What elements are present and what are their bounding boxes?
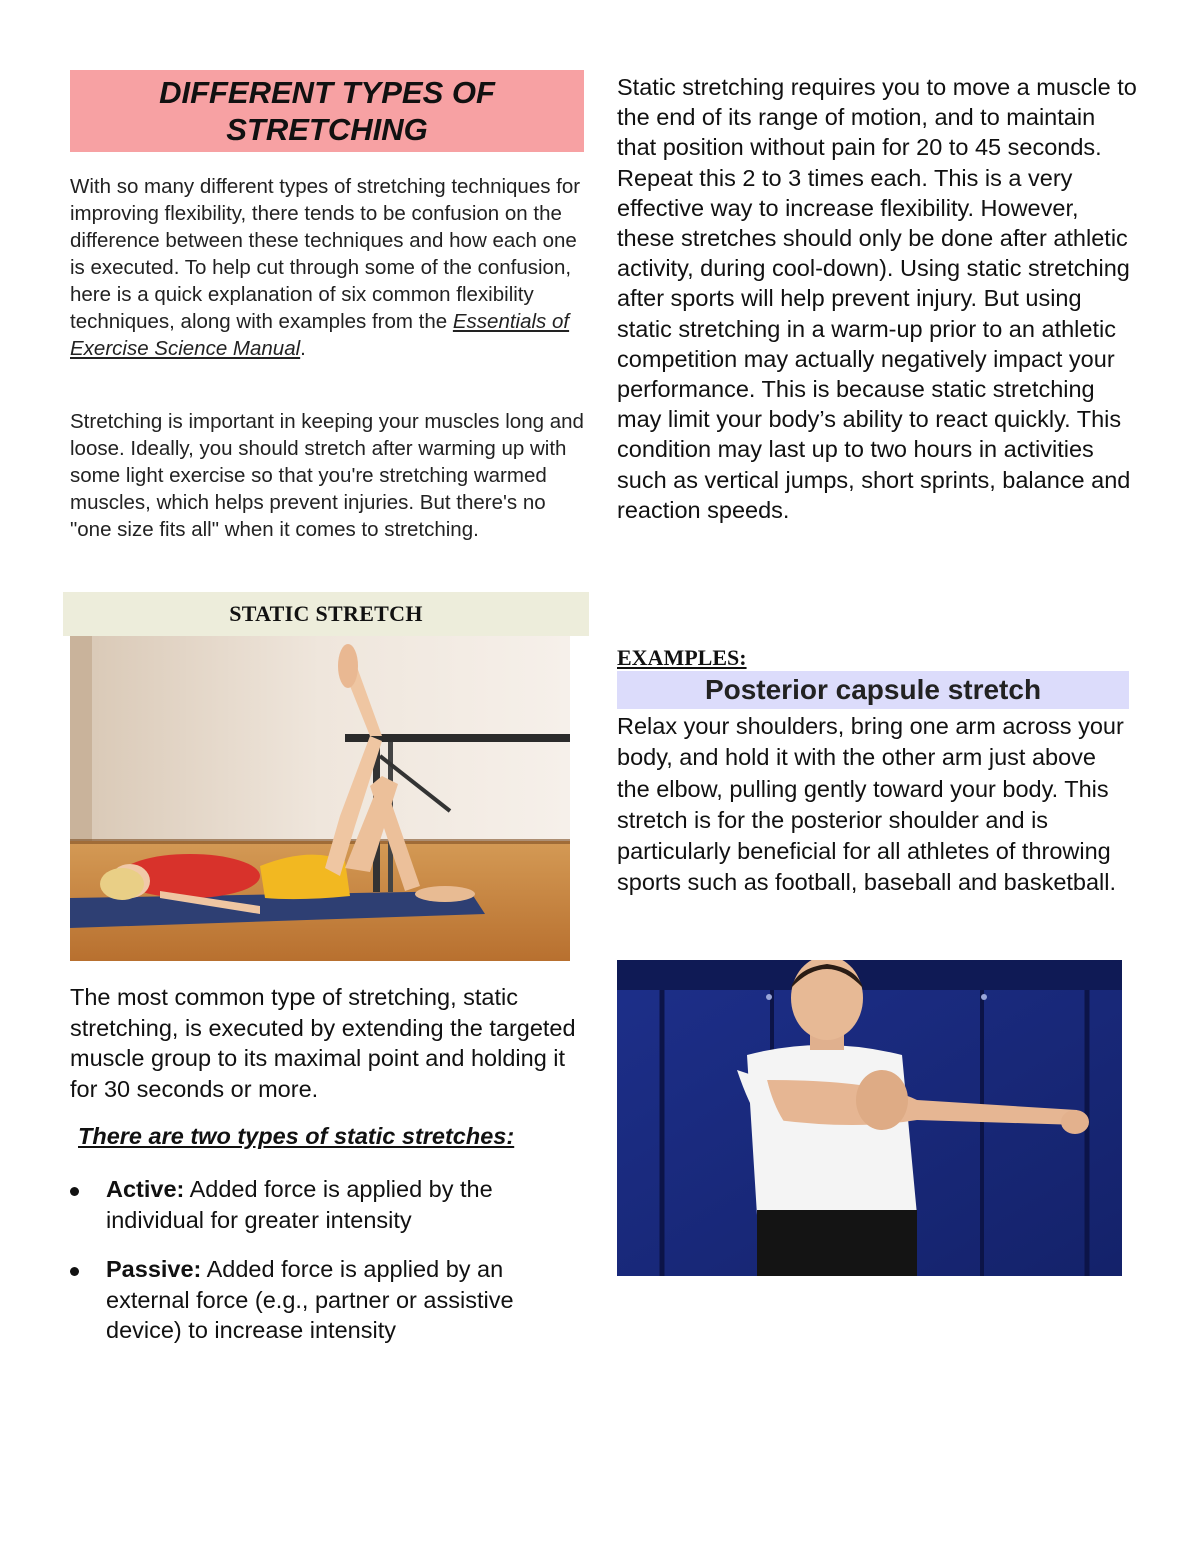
posterior-capsule-photo bbox=[617, 960, 1122, 1276]
bullet-icon bbox=[70, 1267, 79, 1276]
intro-paragraph-2: Stretching is important in keeping your muscles long and loose. Ideally, you should stretch after warming up with some light exercise so that you're stretching warmed muscles, which helps prevent injuries. But there's no "one size fits all" when it comes to stretching. bbox=[70, 410, 584, 541]
static-stretch-header bbox=[63, 592, 589, 636]
static-types-heading: There are two types of static stretches: bbox=[78, 1123, 515, 1149]
list-item bbox=[70, 1174, 580, 1235]
list-item bbox=[70, 1254, 580, 1346]
static-stretch-photo bbox=[70, 636, 570, 961]
examples-label: EXAMPLES: bbox=[617, 645, 747, 670]
example-title: Posterior capsule stretch bbox=[704, 674, 1042, 705]
bullet-term: Active: bbox=[106, 1176, 185, 1202]
intro-paragraph-1 bbox=[70, 173, 585, 362]
manual-link[interactable]: Essentials of Exercise Science Manual bbox=[70, 310, 570, 360]
example-description: Relax your shoulders, bring one arm across your body, and hold it with the other arm just above the elbow, pulling gently toward your body. This stretch is for the posterior shoulder and is particularly beneficial for all athletes of throwing sports such as football, baseball and basketball. bbox=[617, 713, 1124, 896]
bullet-text: Added force is applied by an external force (e.g., partner or assistive device) to increase intensity bbox=[106, 1256, 514, 1343]
bullet-icon bbox=[70, 1187, 79, 1196]
static-stretch-explanation: Static stretching requires you to move a muscle to the end of its range of motion, and to maintain that position without pain for 20 to 45 seconds. Repeat this 2 to 3 times each. This is a very effective way to increase flexibility. However, these stretches should only be done after athletic activity, during cool-down). Using static stretching after sports will help prevent injury. But using static stretching in a warm-up prior to an athletic competition may actually negatively impact your performance. This is because static stretching may limit your body’s ability to react quickly. This condition may last up to two hours in activities such as vertical jumps, short sprints, balance and reaction speeds. bbox=[617, 74, 1137, 523]
page-title: DIFFERENT TYPES OF STRETCHING bbox=[159, 75, 495, 147]
example-title-banner bbox=[617, 671, 1129, 709]
title-banner bbox=[70, 70, 584, 152]
static-stretch-heading: STATIC STRETCH bbox=[229, 601, 423, 626]
intro-text: With so many different types of stretching techniques for improving flexibility, there tends to be confusion on the difference between these techniques and how each one is executed. To help cut through some of the confusion, here is a quick explanation of six common flexibility techniques, along with examples from the bbox=[70, 175, 581, 333]
bullet-text: Added force is applied by the individual for greater intensity bbox=[106, 1176, 493, 1233]
static-stretch-description: The most common type of stretching, static stretching, is executed by extending the targeted muscle group to its maximal point and holding it for 30 seconds or more. bbox=[70, 984, 576, 1102]
intro-period: . bbox=[300, 337, 306, 360]
bullet-term: Passive: bbox=[106, 1256, 202, 1282]
